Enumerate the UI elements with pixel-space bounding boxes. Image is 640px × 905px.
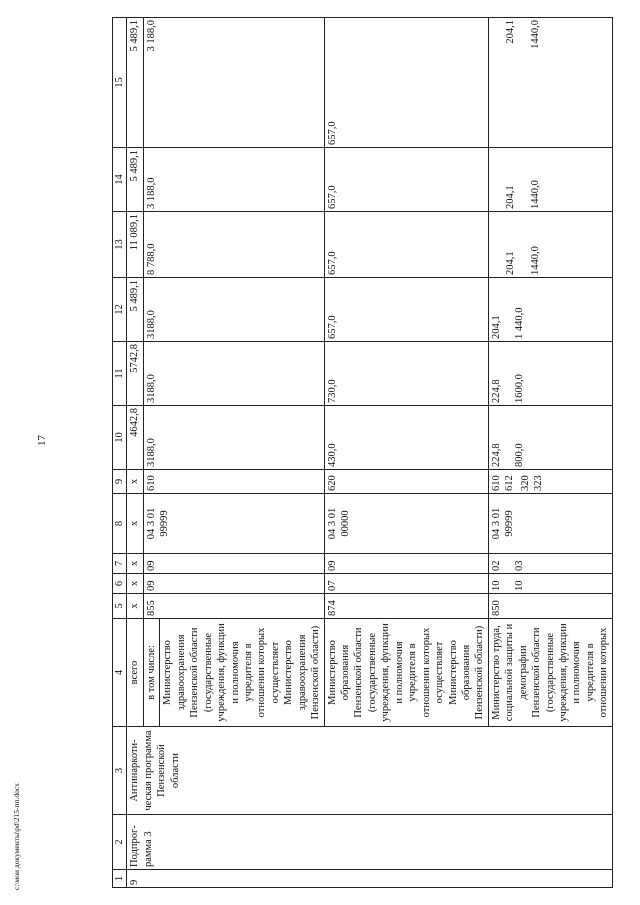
header-number: 9 (113, 470, 127, 494)
e3-c15a: 204,1 (504, 20, 516, 44)
e3-c7a: 02 (490, 560, 502, 571)
org-health: Министерство здравоохранения Пензенской области (государственные учреждения, функции и полномочия учредителя в отношении которых осуществляет Министерство здравоохранения Пензенской области) (160, 619, 324, 727)
e3-c6b: 10 (514, 580, 526, 591)
e3-c11 (488, 342, 612, 406)
e3-c6 (488, 574, 612, 594)
e2-c5: 874 (324, 594, 488, 619)
e2-c12: 657,0 (324, 278, 488, 342)
e3-c9 (488, 470, 612, 494)
footer-file-path: c:\мои документы\pd\215-пп.docx (12, 783, 21, 890)
total-c5: x (127, 594, 143, 619)
total-c10: 4642,8 (127, 406, 143, 470)
header-number: 8 (113, 494, 127, 554)
including-label: в том числе: (143, 619, 159, 727)
row-index: 9 (127, 870, 612, 888)
header-number: 14 (113, 148, 127, 212)
e1-c6: 09 (143, 574, 324, 594)
e3-c14a: 204,1 (504, 185, 516, 209)
e3-c8: 04 3 01 99999 (488, 494, 612, 554)
e1-c5: 855 (143, 594, 324, 619)
e1-c15: 3 188,0 (143, 18, 324, 148)
e2-c10: 430,0 (324, 406, 488, 470)
org-labor (488, 619, 612, 727)
header-number: 7 (113, 554, 127, 574)
e3-c10a: 224,8 (490, 443, 502, 467)
e3-c6a: 10 (490, 580, 502, 591)
e1-c12: 3188,0 (143, 278, 324, 342)
e1-c8: 04 3 01 99999 (143, 494, 324, 554)
rotated-table-wrapper (112, 18, 610, 888)
e3-c7 (488, 554, 612, 574)
e2-c6: 07 (324, 574, 488, 594)
e3-c7b: 03 (514, 560, 526, 571)
total-c8: x (127, 494, 143, 554)
e2-c11: 730,0 (324, 342, 488, 406)
total-c12: 5 489,1 (127, 278, 143, 342)
e3-c13 (488, 212, 612, 278)
e2-c14: 657,0 (324, 148, 488, 212)
e2-c7: 09 (324, 554, 488, 574)
e2-c15: 657,0 (324, 18, 488, 148)
e3-c15 (488, 18, 612, 148)
e3-c13a: 204,1 (504, 251, 516, 275)
e3-c11a: 224,8 (490, 379, 502, 403)
e1-c7: 09 (143, 554, 324, 574)
org-education: Министерство образования Пензенской области (государственные учреждения, функции и полномочия учредителя в отношении которых осуществляет Министерство образования Пензенской области) (324, 619, 488, 727)
header-number: 4 (113, 619, 127, 727)
header-number: 6 (113, 574, 127, 594)
e2-c8: 04 3 01 00000 (324, 494, 488, 554)
header-number: 1 (113, 870, 127, 888)
subprogram-cell: Подпрог-рамма 3 (127, 815, 612, 870)
total-c7: x (127, 554, 143, 574)
total-c14: 5 489,1 (127, 148, 143, 212)
e3-c12 (488, 278, 612, 342)
total-label: всего (127, 619, 143, 727)
header-number-row (113, 18, 127, 888)
total-c15: 5 489,1 (127, 18, 143, 148)
header-number: 11 (113, 342, 127, 406)
header-number: 2 (113, 815, 127, 870)
e3-c9a: 610 612 (490, 475, 516, 491)
e3-c14 (488, 148, 612, 212)
e2-c13: 657,0 (324, 212, 488, 278)
e3-c15b: 1440,0 (530, 20, 542, 49)
header-number: 10 (113, 406, 127, 470)
e3-c12a: 204,1 (490, 315, 502, 339)
org-labor-part-a: Министерство труда, социальной защиты и демографии (490, 623, 529, 722)
program-name-cell: Антинаркоти-ческая программа Пензенской области (127, 727, 612, 815)
header-number: 3 (113, 727, 127, 815)
e3-c12b: 1 440,0 (514, 307, 526, 339)
e3-c13b: 1440,0 (530, 246, 542, 275)
e1-c10: 3188,0 (143, 406, 324, 470)
e2-c9: 620 (324, 470, 488, 494)
e3-c14b: 1440,0 (530, 180, 542, 209)
header-number: 5 (113, 594, 127, 619)
page-number: 17 (36, 435, 48, 446)
e3-c11b: 1600,0 (514, 374, 526, 403)
e3-c10b: 800,0 (514, 443, 526, 467)
e1-c14: 3 188,0 (143, 148, 324, 212)
e3-c5: 850 (488, 594, 612, 619)
header-number: 13 (113, 212, 127, 278)
e3-c10 (488, 406, 612, 470)
e1-c13: 8 788,0 (143, 212, 324, 278)
e1-c9: 610 (143, 470, 324, 494)
total-c6: x (127, 574, 143, 594)
header-number: 12 (113, 278, 127, 342)
total-row (127, 18, 143, 888)
org-labor-part-b: Пензенской области (государственные учреждения, функции и полномочия учредителя в отношении которых (531, 623, 610, 722)
budget-table (112, 17, 613, 888)
header-number: 15 (113, 18, 127, 148)
e3-c9b: 320 323 (519, 475, 545, 491)
total-c13: 11 089,1 (127, 212, 143, 278)
e1-c11: 3188,0 (143, 342, 324, 406)
total-c9: x (127, 470, 143, 494)
total-c11: 5742,8 (127, 342, 143, 406)
